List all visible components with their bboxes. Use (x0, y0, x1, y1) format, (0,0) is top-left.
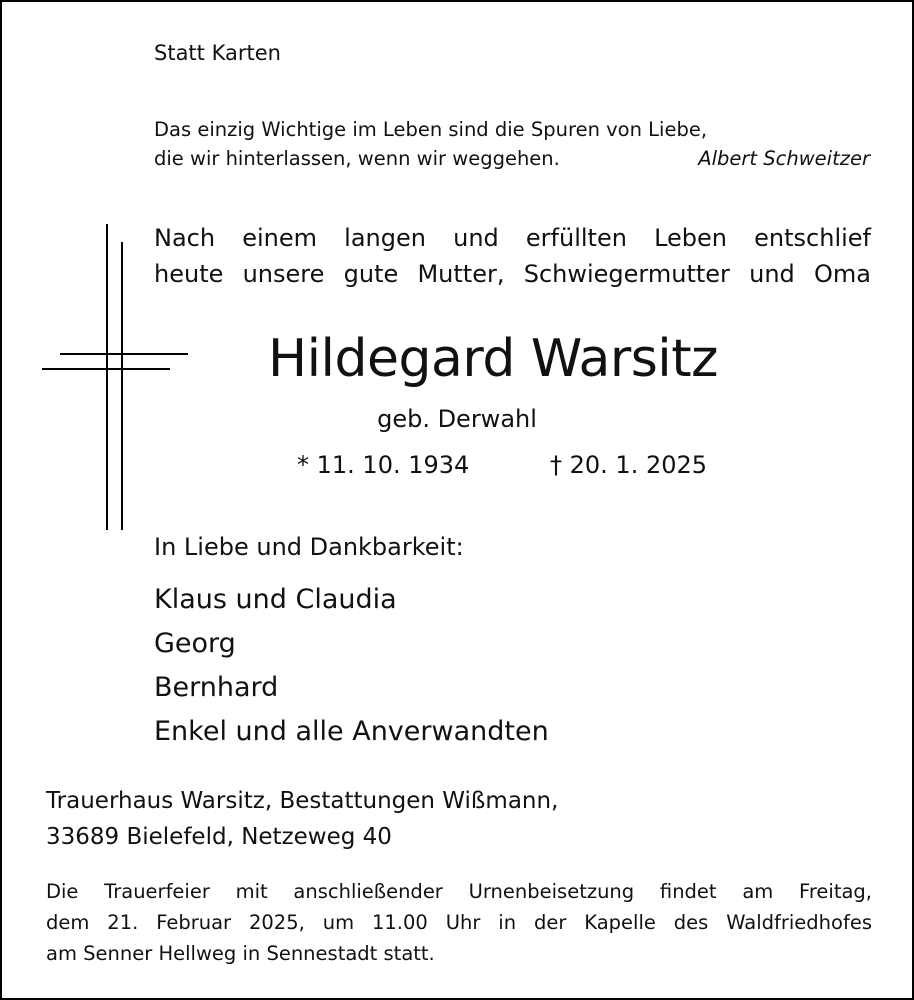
mourner-name: Georg (154, 628, 236, 659)
statt-karten-label: Statt Karten (154, 41, 281, 65)
intro-line-1: Nach einem langen und erfüllten Leben entschlief (154, 224, 871, 252)
birth-date: * 11. 10. 1934 (297, 451, 470, 479)
ceremony-line-1: Die Trauerfeier mit anschließender Urnenbeisetzung findet am Freitag, (46, 880, 872, 903)
intro-line-2: heute unsere gute Mutter, Schwiegermutter und Oma (154, 260, 871, 288)
deceased-name: Hildegard Warsitz (268, 329, 718, 389)
quote-author: Albert Schweitzer (698, 147, 870, 170)
ceremony-line-2: dem 21. Februar 2025, um 11.00 Uhr in der Kapelle des Waldfriedhofes (46, 911, 872, 934)
mourner-name: Enkel und alle Anverwandten (154, 716, 549, 747)
death-date: † 20. 1. 2025 (550, 451, 708, 479)
address-line-2: 33689 Bielefeld, Netzeweg 40 (46, 824, 392, 850)
ceremony-line-3: am Senner Hellweg in Sennestadt statt. (46, 942, 435, 965)
birth-name: geb. Derwahl (377, 405, 537, 433)
address-line-1: Trauerhaus Warsitz, Bestattungen Wißmann, (46, 788, 559, 814)
mourner-name: Klaus und Claudia (154, 584, 397, 615)
quote-line-2: die wir hinterlassen, wenn wir weggehen. (154, 147, 560, 170)
quote-line-1: Das einzig Wichtige im Leben sind die Spuren von Liebe, (154, 118, 708, 141)
mourner-name: Bernhard (154, 672, 279, 703)
mourners-heading: In Liebe und Dankbarkeit: (154, 533, 464, 561)
